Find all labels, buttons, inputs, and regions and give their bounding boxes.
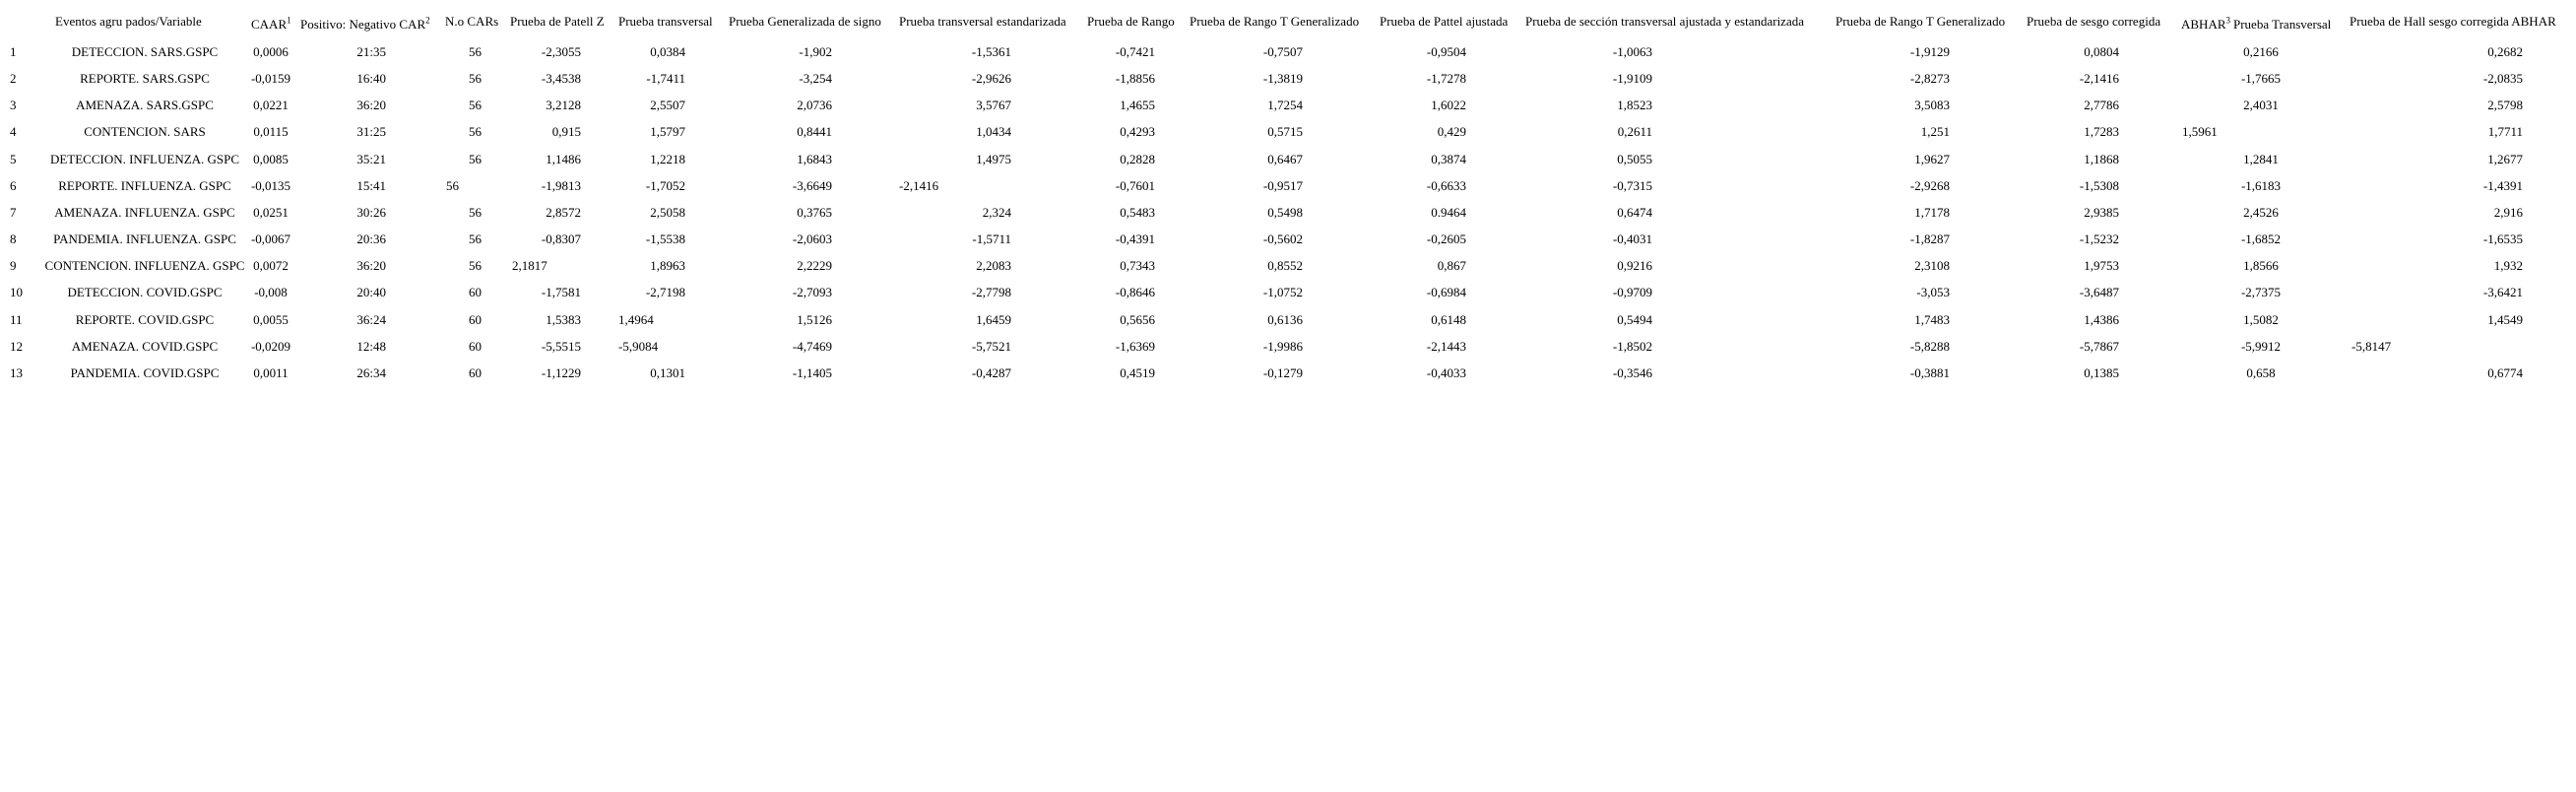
- cell-event: AMENAZA. SARS.GSPC: [76, 98, 214, 113]
- cell-event: PANDEMIA. COVID.GSPC: [70, 364, 220, 380]
- cell-caar: -0,0067: [250, 231, 291, 247]
- cell-abhartrans: -1,6183: [2240, 177, 2282, 193]
- cell-seccion: -0,3546: [1612, 364, 1652, 380]
- cell-pattel: 0,3874: [1431, 151, 1466, 166]
- cell-rango: 0,4519: [1120, 364, 1155, 380]
- cell-rangotg: 1,7254: [1267, 98, 1303, 113]
- cell-event: AMENAZA. COVID.GSPC: [71, 338, 219, 354]
- cell-hall: 1,2677: [2487, 151, 2523, 166]
- cell-abhartrans: -2,7375: [2240, 285, 2282, 300]
- cell-patell: 0,915: [551, 124, 581, 140]
- cell-ncars: 56: [469, 258, 482, 274]
- cell-ncars: 56: [469, 204, 482, 220]
- cell-transv: 0,1301: [650, 364, 685, 380]
- cell-sesgo: -1,5232: [2079, 231, 2119, 247]
- cell-caar: 0,0221: [253, 98, 289, 113]
- cell-ncars: 56: [469, 231, 482, 247]
- cell-gensig: 0,8441: [797, 124, 832, 140]
- cell-transv: 1,4964: [618, 311, 654, 327]
- cell-gensig: -3,254: [799, 71, 832, 87]
- cell-posneg: 26:34: [356, 364, 386, 380]
- cell-n: 11: [10, 311, 23, 327]
- cell-rangotg2: -2,9268: [1909, 177, 1950, 193]
- cell-event: AMENAZA. INFLUENZA. GSPC: [54, 204, 235, 220]
- cell-ncars: 56: [469, 71, 482, 87]
- cell-caar: 0,0055: [253, 311, 289, 327]
- cell-patell: 1,5383: [546, 311, 581, 327]
- cell-transv: -2,7198: [645, 285, 685, 300]
- cell-n: 3: [10, 98, 17, 113]
- cell-n: 2: [10, 71, 17, 87]
- cell-patell: 1,1486: [546, 151, 581, 166]
- cell-rangotg2: 2,3108: [1914, 258, 1950, 274]
- cell-rangotg: -1,9986: [1262, 338, 1303, 354]
- cell-posneg: 16:40: [356, 71, 386, 87]
- cell-hall: 1,4549: [2487, 311, 2523, 327]
- cell-gensig: 2,0736: [797, 98, 832, 113]
- cell-posneg: 15:41: [356, 177, 386, 193]
- cell-seccion: 0,6474: [1617, 204, 1652, 220]
- header-gen-signo: Prueba Generalizada de signo: [729, 14, 881, 29]
- cell-n: 10: [10, 285, 23, 300]
- header-event: Eventos agru pados/Variable: [55, 14, 202, 29]
- header-ncars: N.o CARs: [445, 14, 499, 29]
- cell-transstd: -0,4287: [971, 364, 1011, 380]
- cell-sesgo: 2,9385: [2084, 204, 2119, 220]
- cell-pattel: 0,867: [1437, 258, 1466, 274]
- cell-event: PANDEMIA. INFLUENZA. GSPC: [53, 231, 236, 247]
- cell-posneg: 20:36: [356, 231, 386, 247]
- cell-sesgo: 1,7283: [2084, 124, 2119, 140]
- cell-n: 12: [10, 338, 23, 354]
- cell-transstd: 2,2083: [976, 258, 1011, 274]
- cell-pattel: -0,6984: [1426, 285, 1466, 300]
- cell-posneg: 21:35: [356, 44, 386, 59]
- cell-rangotg2: 1,7483: [1914, 311, 1950, 327]
- header-rango-t-gen: Prueba de Rango T Generalizado: [1190, 14, 1360, 29]
- cell-pattel: -0,4033: [1426, 364, 1466, 380]
- header-caar: CAAR$^1$: [251, 15, 291, 32]
- cell-pattel: -1,7278: [1426, 71, 1466, 87]
- cell-ncars: 56: [446, 177, 459, 193]
- cell-rangotg: -1,0752: [1262, 285, 1303, 300]
- cell-event: DETECCION. INFLUENZA. GSPC: [49, 151, 240, 166]
- cell-caar: 0,0011: [253, 364, 289, 380]
- cell-pattel: -2,1443: [1426, 338, 1466, 354]
- cell-caar: 0,0085: [253, 151, 289, 166]
- cell-transstd: -2,9626: [971, 71, 1011, 87]
- cell-seccion: 0,9216: [1617, 258, 1652, 274]
- cell-transv: 2,5058: [650, 204, 685, 220]
- cell-event: CONTENCION. INFLUENZA. GSPC: [44, 258, 245, 274]
- cell-hall: -3,6421: [2482, 285, 2523, 300]
- cell-ncars: 56: [469, 151, 482, 166]
- cell-transstd: 2,324: [982, 204, 1011, 220]
- cell-rangotg: 0,5715: [1267, 124, 1303, 140]
- cell-hall: 2,916: [2493, 204, 2523, 220]
- cell-rangotg: 0,8552: [1267, 258, 1303, 274]
- cell-patell: -3,4538: [541, 71, 581, 87]
- cell-hall: 0,6774: [2487, 364, 2523, 380]
- cell-patell: 2,1817: [512, 258, 547, 274]
- cell-posneg: 31:25: [356, 124, 386, 140]
- cell-hall: 1,932: [2493, 258, 2523, 274]
- cell-caar: 0,0072: [253, 258, 289, 274]
- header-rango: Prueba de Rango: [1087, 14, 1175, 29]
- cell-seccion: 0,5055: [1617, 151, 1652, 166]
- header-rango-t-gen-2: Prueba de Rango T Generalizado: [1835, 14, 2006, 29]
- cell-abhartrans: 1,5082: [2243, 311, 2279, 327]
- cell-event: REPORTE. COVID.GSPC: [75, 311, 215, 327]
- cell-rango: -0,7601: [1115, 177, 1155, 193]
- cell-hall: -1,4391: [2482, 177, 2523, 193]
- cell-patell: -2,3055: [541, 44, 581, 59]
- header-sesgo-corr: Prueba de sesgo corregida: [2027, 14, 2161, 29]
- cell-posneg: 35:21: [356, 151, 386, 166]
- cell-caar: -0,0159: [250, 71, 291, 87]
- cell-posneg: 12:48: [356, 338, 386, 354]
- cell-rangotg: 0,6467: [1267, 151, 1303, 166]
- header-seccion-trans: Prueba de sección transversal ajustada y estandarizada: [1525, 14, 1804, 29]
- cell-seccion: -0,9709: [1612, 285, 1652, 300]
- cell-pattel: -0,6633: [1426, 177, 1466, 193]
- cell-transv: 1,8963: [650, 258, 685, 274]
- cell-transstd: 1,4975: [976, 151, 1011, 166]
- cell-rangotg: -0,9517: [1262, 177, 1303, 193]
- cell-sesgo: 1,1868: [2084, 151, 2119, 166]
- cell-rango: -0,4391: [1115, 231, 1155, 247]
- cell-pattel: -0,2605: [1426, 231, 1466, 247]
- cell-rangotg2: -1,9129: [1909, 44, 1950, 59]
- cell-seccion: -1,0063: [1612, 44, 1652, 59]
- cell-abhartrans: 1,8566: [2243, 258, 2279, 274]
- cell-pattel: 0,6148: [1431, 311, 1466, 327]
- cell-gensig: -1,902: [799, 44, 832, 59]
- cell-patell: -0,8307: [541, 231, 581, 247]
- cell-rangotg2: 1,251: [1920, 124, 1950, 140]
- cell-event: REPORTE. SARS.GSPC: [80, 71, 210, 87]
- cell-n: 9: [10, 258, 17, 274]
- cell-transv: -5,9084: [618, 338, 659, 354]
- cell-hall: 2,5798: [2487, 98, 2523, 113]
- cell-ncars: 60: [469, 338, 482, 354]
- cell-sesgo: -3,6487: [2079, 285, 2119, 300]
- header-abhar-trans: Prueba Transversal: [2233, 17, 2332, 32]
- cell-sesgo: -5,7867: [2079, 338, 2119, 354]
- cell-rangotg: -1,3819: [1262, 71, 1303, 87]
- cell-gensig: -2,7093: [792, 285, 832, 300]
- cell-abhartrans: -1,7665: [2240, 71, 2282, 87]
- cell-rangotg: -0,7507: [1262, 44, 1303, 59]
- cell-ncars: 60: [469, 285, 482, 300]
- cell-pattel: 1,6022: [1431, 98, 1466, 113]
- cell-patell: -1,1229: [541, 364, 581, 380]
- cell-sesgo: 1,9753: [2084, 258, 2119, 274]
- cell-transstd: 3,5767: [976, 98, 1011, 113]
- cell-ncars: 56: [469, 124, 482, 140]
- cell-rangotg2: -3,053: [1916, 285, 1950, 300]
- cell-posneg: 36:24: [356, 311, 386, 327]
- cell-rangotg2: -0,3881: [1909, 364, 1950, 380]
- cell-hall: -1,6535: [2482, 231, 2523, 247]
- cell-event: CONTENCION. SARS: [84, 124, 206, 140]
- cell-rango: 0,4293: [1120, 124, 1155, 140]
- cell-seccion: -0,4031: [1612, 231, 1652, 247]
- cell-transv: -1,7411: [646, 71, 685, 87]
- cell-rango: -1,8856: [1115, 71, 1155, 87]
- cell-ncars: 56: [469, 44, 482, 59]
- cell-transstd: -5,7521: [971, 338, 1011, 354]
- cell-rangotg2: 1,9627: [1914, 151, 1950, 166]
- cell-caar: 0,0115: [253, 124, 289, 140]
- cell-posneg: 36:20: [356, 258, 386, 274]
- cell-abhartrans: -5,9912: [2240, 338, 2282, 354]
- cell-abhar: 1,5961: [2182, 124, 2218, 140]
- cell-sesgo: 1,4386: [2084, 311, 2119, 327]
- cell-gensig: 1,6843: [797, 151, 832, 166]
- cell-abhartrans: 1,2841: [2243, 151, 2279, 166]
- cell-abhartrans: 2,4526: [2243, 204, 2279, 220]
- cell-rangotg: 0,6136: [1267, 311, 1303, 327]
- cell-transv: -1,5538: [645, 231, 685, 247]
- cell-caar: -0,008: [254, 285, 288, 300]
- cell-rango: 1,4655: [1120, 98, 1155, 113]
- cell-rangotg2: -1,8287: [1909, 231, 1950, 247]
- cell-rango: 0,2828: [1120, 151, 1155, 166]
- cell-gensig: 1,5126: [797, 311, 832, 327]
- header-pattel-aj: Prueba de Pattel ajustada: [1380, 14, 1509, 29]
- cell-patell: -1,9813: [541, 177, 581, 193]
- cell-seccion: -1,8502: [1612, 338, 1652, 354]
- cell-transstd: 1,0434: [976, 124, 1011, 140]
- cell-caar: -0,0135: [250, 177, 291, 193]
- cell-gensig: 2,2229: [797, 258, 832, 274]
- cell-seccion: 0,5494: [1617, 311, 1652, 327]
- header-trans-std: Prueba transversal estandarizada: [899, 14, 1066, 29]
- cell-sesgo: -1,5308: [2079, 177, 2119, 193]
- cell-transstd: -1,5361: [971, 44, 1011, 59]
- cell-n: 4: [10, 124, 17, 140]
- cell-caar: 0,0006: [253, 44, 289, 59]
- cell-patell: 2,8572: [546, 204, 581, 220]
- cell-patell: 3,2128: [546, 98, 581, 113]
- cell-transstd: -1,5711: [972, 231, 1011, 247]
- cell-event: DETECCION. COVID.GSPC: [67, 285, 223, 300]
- cell-rangotg2: 1,7178: [1914, 204, 1950, 220]
- cell-posneg: 30:26: [356, 204, 386, 220]
- cell-rango: -0,7421: [1115, 44, 1155, 59]
- cell-n: 13: [10, 364, 23, 380]
- cell-sesgo: 0,0804: [2084, 44, 2119, 59]
- cell-rangotg2: 3,5083: [1914, 98, 1950, 113]
- cell-sesgo: 2,7786: [2084, 98, 2119, 113]
- cell-patell: -5,5515: [541, 338, 581, 354]
- cell-gensig: -2,0603: [792, 231, 832, 247]
- cell-ncars: 56: [469, 98, 482, 113]
- cell-rango: 0,5656: [1120, 311, 1155, 327]
- cell-gensig: 0,3765: [797, 204, 832, 220]
- cell-rangotg: 0,5498: [1267, 204, 1303, 220]
- cell-n: 6: [10, 177, 17, 193]
- cell-abhartrans: -1,6852: [2240, 231, 2282, 247]
- cell-pattel: 0.9464: [1431, 204, 1466, 220]
- cell-abhartrans: 0,2166: [2243, 44, 2279, 59]
- cell-rango: 0,5483: [1120, 204, 1155, 220]
- cell-seccion: 0,2611: [1617, 124, 1652, 140]
- cell-hall: -2,0835: [2482, 71, 2523, 87]
- cell-gensig: -1,1405: [792, 364, 832, 380]
- cell-rangotg: -0,5602: [1262, 231, 1303, 247]
- cell-transstd: 1,6459: [976, 311, 1011, 327]
- cell-sesgo: -2,1416: [2079, 71, 2119, 87]
- cell-abhartrans: 0,658: [2246, 364, 2276, 380]
- cell-seccion: -0,7315: [1612, 177, 1652, 193]
- cell-transv: 0,0384: [650, 44, 685, 59]
- cell-patell: -1,7581: [541, 285, 581, 300]
- cell-posneg: 20:40: [356, 285, 386, 300]
- cell-ncars: 60: [469, 364, 482, 380]
- cell-transstd: -2,7798: [971, 285, 1011, 300]
- header-patell-z: Prueba de Patell Z: [510, 14, 605, 29]
- cell-rango: -1,6369: [1115, 338, 1155, 354]
- cell-ncars: 60: [469, 311, 482, 327]
- cell-sesgo: 0,1385: [2084, 364, 2119, 380]
- cell-n: 7: [10, 204, 17, 220]
- cell-posneg: 36:20: [356, 98, 386, 113]
- cell-n: 5: [10, 151, 17, 166]
- cell-gensig: -3,6649: [792, 177, 832, 193]
- cell-hall: 0,2682: [2487, 44, 2523, 59]
- cell-n: 8: [10, 231, 17, 247]
- cell-hall: -5,8147: [2351, 338, 2392, 354]
- cell-event: DETECCION. SARS.GSPC: [71, 44, 219, 59]
- cell-rangotg: -0,1279: [1262, 364, 1303, 380]
- header-abhar: ABHAR$^3$: [2181, 15, 2231, 32]
- cell-rango: 0,7343: [1120, 258, 1155, 274]
- cell-pattel: 0,429: [1437, 124, 1466, 140]
- cell-pattel: -0,9504: [1426, 44, 1466, 59]
- cell-seccion: -1,9109: [1612, 71, 1652, 87]
- cell-transv: 1,5797: [650, 124, 685, 140]
- cell-caar: 0,0251: [253, 204, 289, 220]
- cell-caar: -0,0209: [250, 338, 291, 354]
- cell-transstd: -2,1416: [899, 177, 939, 193]
- cell-event: REPORTE. INFLUENZA. GSPC: [58, 177, 231, 193]
- cell-rangotg2: -5,8288: [1909, 338, 1950, 354]
- cell-transv: 2,5507: [650, 98, 685, 113]
- header-posneg: Positivo: Negativo CAR$^2$: [300, 15, 430, 32]
- cell-rango: -0,8646: [1115, 285, 1155, 300]
- cell-hall: 1,7711: [2487, 124, 2523, 140]
- cell-n: 1: [10, 44, 17, 59]
- cell-gensig: -4,7469: [792, 338, 832, 354]
- cell-rangotg2: -2,8273: [1909, 71, 1950, 87]
- header-hall: Prueba de Hall sesgo corregida ABHAR: [2350, 14, 2556, 29]
- cell-transv: 1,2218: [650, 151, 685, 166]
- header-transversal: Prueba transversal: [618, 14, 713, 29]
- cell-abhartrans: 2,4031: [2243, 98, 2279, 113]
- cell-transv: -1,7052: [645, 177, 685, 193]
- cell-seccion: 1,8523: [1617, 98, 1652, 113]
